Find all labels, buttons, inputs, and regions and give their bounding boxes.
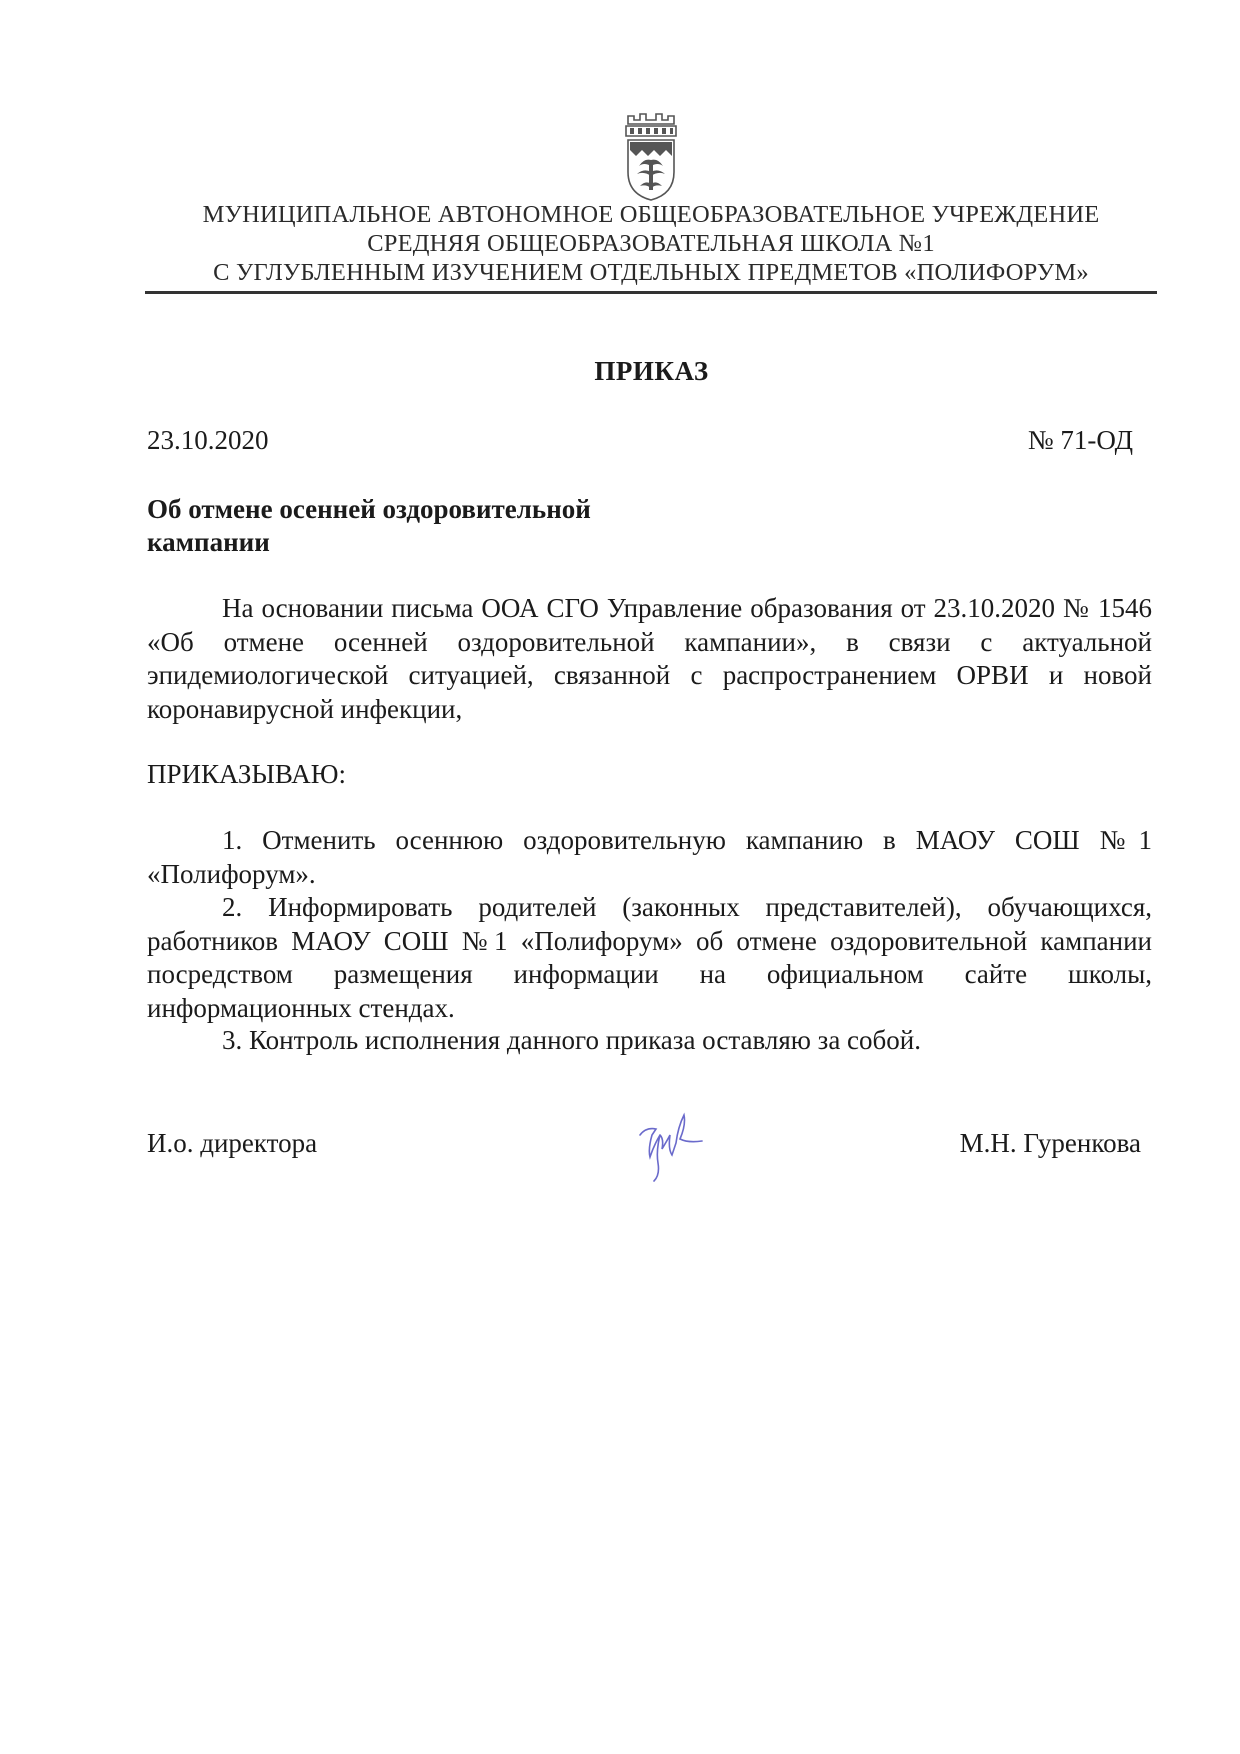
basis-paragraph: На основании письма ООА СГО Управление образования от 23.10.2020 № 1546 «Об отмене осенней оздоровительной кампании», в связи с актуальной эпидемиологической ситуацией, связанной с распространением ОРВИ и новой коронавирусной инфекции,	[147, 593, 1152, 724]
document-subject	[147, 493, 667, 559]
signatory-name: М.Н. Гуренкова	[959, 1128, 1141, 1158]
order-heading: ПРИКАЗЫВАЮ:	[147, 759, 346, 789]
signatory-role: И.о. директора	[147, 1128, 318, 1158]
header-divider	[145, 291, 1157, 294]
org-name-line-3: С УГЛУБЛЕННЫМ ИЗУЧЕНИЕМ ОТДЕЛЬНЫХ ПРЕДМЕТОВ «ПОЛИФОРУМ»	[213, 259, 1089, 286]
document-date: 23.10.2020	[147, 425, 269, 455]
subject-line-1: Об отмене осенней оздоровительной	[147, 494, 591, 524]
org-name-line-2: СРЕДНЯЯ ОБЩЕОБРАЗОВАТЕЛЬНАЯ ШКОЛА №1	[367, 230, 935, 257]
coat-of-arms-icon	[622, 110, 680, 204]
organization-header	[145, 200, 1157, 287]
subject-line-2: кампании	[147, 527, 270, 557]
document-title: ПРИКАЗ	[594, 356, 709, 386]
document-number: № 71-ОД	[1027, 425, 1133, 455]
order-item-2: 2. Информировать родителей (законных представителей), обучающихся, работников МАОУ СОШ №1 «Полифорум» об отмене оздоровительной кампании посредством размещения информации на официальном сайте школы, информационных стендах.	[147, 892, 1152, 1023]
handwritten-signature	[636, 1105, 706, 1185]
order-item-1: 1. Отменить осеннюю оздоровительную кампанию в МАОУ СОШ №1 «Полифорум».	[147, 825, 1152, 889]
order-item-3: 3. Контроль исполнения данного приказа оставляю за собой.	[222, 1025, 921, 1055]
org-name-line-1: МУНИЦИПАЛЬНОЕ АВТОНОМНОЕ ОБЩЕОБРАЗОВАТЕЛЬНОЕ УЧРЕЖДЕНИЕ	[202, 201, 1100, 228]
